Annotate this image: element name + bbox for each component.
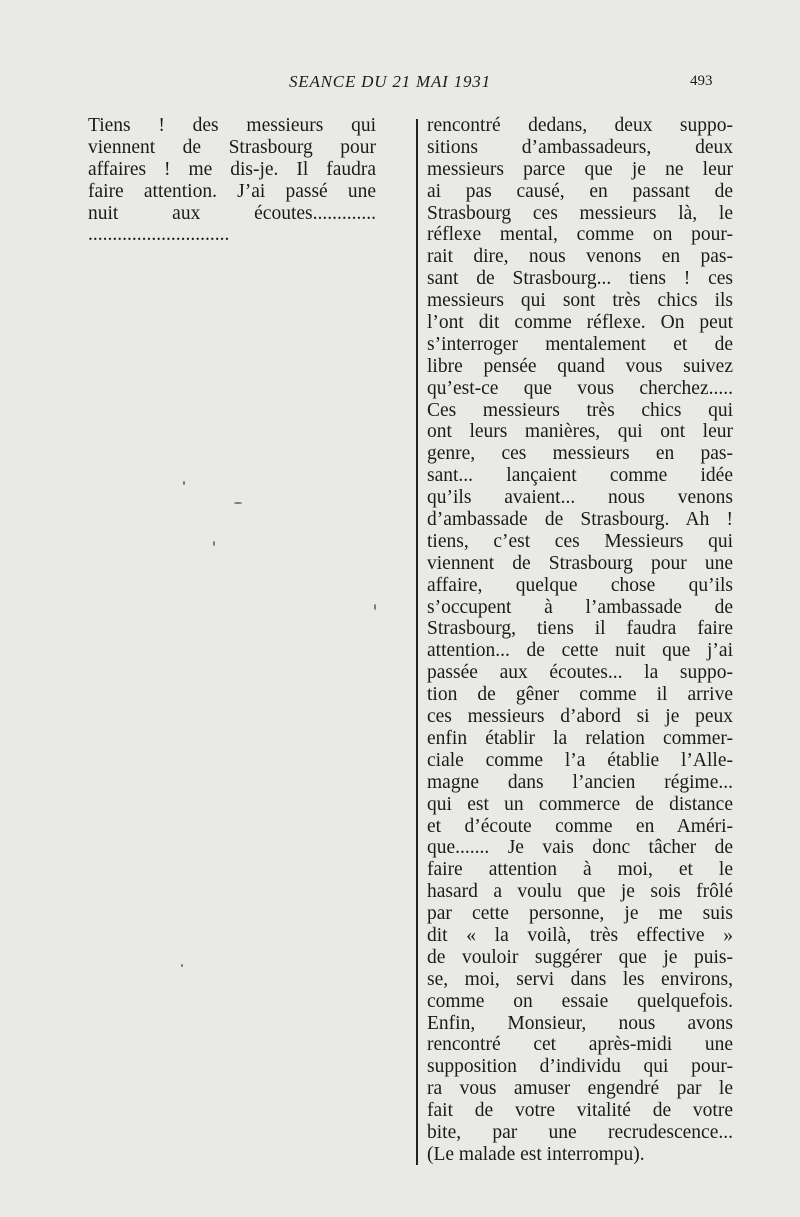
right-column-line: viennent de Strasbourg pour une — [427, 552, 733, 574]
right-column-line: Strasbourg, tiens il faudra faire — [427, 618, 733, 640]
right-column-line: passée aux écoutes... la suppo- — [427, 662, 733, 684]
right-column-line: genre, ces messieurs en pas- — [427, 443, 733, 465]
right-column-line: ai pas causé, en passant de — [427, 180, 733, 202]
right-column-line: rencontré dedans, deux suppo- — [427, 115, 733, 136]
right-column-line: qui est un commerce de distance — [427, 793, 733, 815]
right-column-line: sant... lançaient comme idée — [427, 465, 733, 487]
right-column-line: ra vous amuser engendré par le — [427, 1078, 733, 1100]
right-column-line: que....... Je vais donc tâcher de — [427, 837, 733, 859]
right-column-line: comme on essaie quelquefois. — [427, 990, 733, 1012]
right-column-line: ciale comme l’a établie l’Alle- — [427, 749, 733, 771]
right-column-line: s’occupent à l’ambassade de — [427, 596, 733, 618]
right-column-line: Ces messieurs très chics qui — [427, 399, 733, 421]
scan-speck — [374, 604, 376, 610]
right-column-line: tiens, c’est ces Messieurs qui — [427, 530, 733, 552]
right-column-line: tion de gêner comme il arrive — [427, 684, 733, 706]
right-column-line: affaire, quelque chose qu’ils — [427, 574, 733, 596]
right-column-line: ces messieurs d’abord si je peux — [427, 706, 733, 728]
right-column-line: rencontré cet après-midi une — [427, 1034, 733, 1056]
right-column-line: messieurs parce que je ne leur — [427, 158, 733, 180]
right-column-line: se, moi, servi dans les environs, — [427, 968, 733, 990]
page-header — [0, 72, 800, 96]
right-column-line: qu’ils avaient... nous venons — [427, 487, 733, 509]
right-column-line: qu’est-ce que vous cherchez..... — [427, 377, 733, 399]
right-column-line: bite, par une recrudescence... — [427, 1121, 733, 1143]
right-column-line: s’interroger mentalement et de — [427, 333, 733, 355]
scan-speck — [181, 964, 183, 967]
right-column-line: l’ont dit comme réflexe. On peut — [427, 312, 733, 334]
column-divider — [416, 119, 418, 1165]
left-column-line: Tiens ! des messieurs qui — [88, 115, 376, 136]
right-column-line: magne dans l’ancien régime... — [427, 771, 733, 793]
left-column-line: affaires ! me dis-je. Il faudra — [88, 158, 376, 180]
right-column-line: messieurs qui sont très chics ils — [427, 290, 733, 312]
left-column-line: ............................. — [88, 224, 230, 246]
right-column-line: Enfin, Monsieur, nous avons — [427, 1012, 733, 1034]
right-column-line: attention... de cette nuit que j’ai — [427, 640, 733, 662]
right-column-line: supposition d’individu qui pour- — [427, 1056, 733, 1078]
scan-speck — [234, 502, 242, 504]
right-column-line: d’ambassade de Strasbourg. Ah ! — [427, 509, 733, 531]
right-column-line: Strasbourg ces messieurs là, le — [427, 202, 733, 224]
right-column-line: (Le malade est interrompu). — [427, 1143, 645, 1165]
left-column-line: nuit aux écoutes............. — [88, 202, 376, 224]
right-column-line: ont leurs manières, qui ont leur — [427, 421, 733, 443]
right-column-line: par cette personne, je me suis — [427, 903, 733, 925]
left-column — [88, 115, 376, 246]
right-column-line: faire attention à moi, et le — [427, 859, 733, 881]
right-column-line: fait de votre vitalité de votre — [427, 1100, 733, 1122]
scan-speck — [183, 481, 185, 485]
running-title: SEANCE DU 21 MAI 1931 — [289, 72, 491, 91]
right-column-line: réflexe mental, comme on pour- — [427, 224, 733, 246]
left-column-line: viennent de Strasbourg pour — [88, 136, 376, 158]
right-column-line: sant de Strasbourg... tiens ! ces — [427, 268, 733, 290]
right-column-line: rait dire, nous venons en pas- — [427, 246, 733, 268]
page-number: 493 — [690, 73, 713, 89]
right-column-line: et d’écoute comme en Améri- — [427, 815, 733, 837]
right-column-line: sitions d’ambassadeurs, deux — [427, 136, 733, 158]
right-column-line: hasard a voulu que je sois frôlé — [427, 881, 733, 903]
right-column-line: libre pensée quand vous suivez — [427, 355, 733, 377]
scan-speck — [213, 541, 215, 546]
right-column — [427, 115, 733, 1166]
right-column-line: enfin établir la relation commer- — [427, 727, 733, 749]
right-column-line: de vouloir suggérer que je puis- — [427, 946, 733, 968]
right-column-line: dit « la voilà, très effective » — [427, 924, 733, 946]
left-column-line: faire attention. J’ai passé une — [88, 180, 376, 202]
